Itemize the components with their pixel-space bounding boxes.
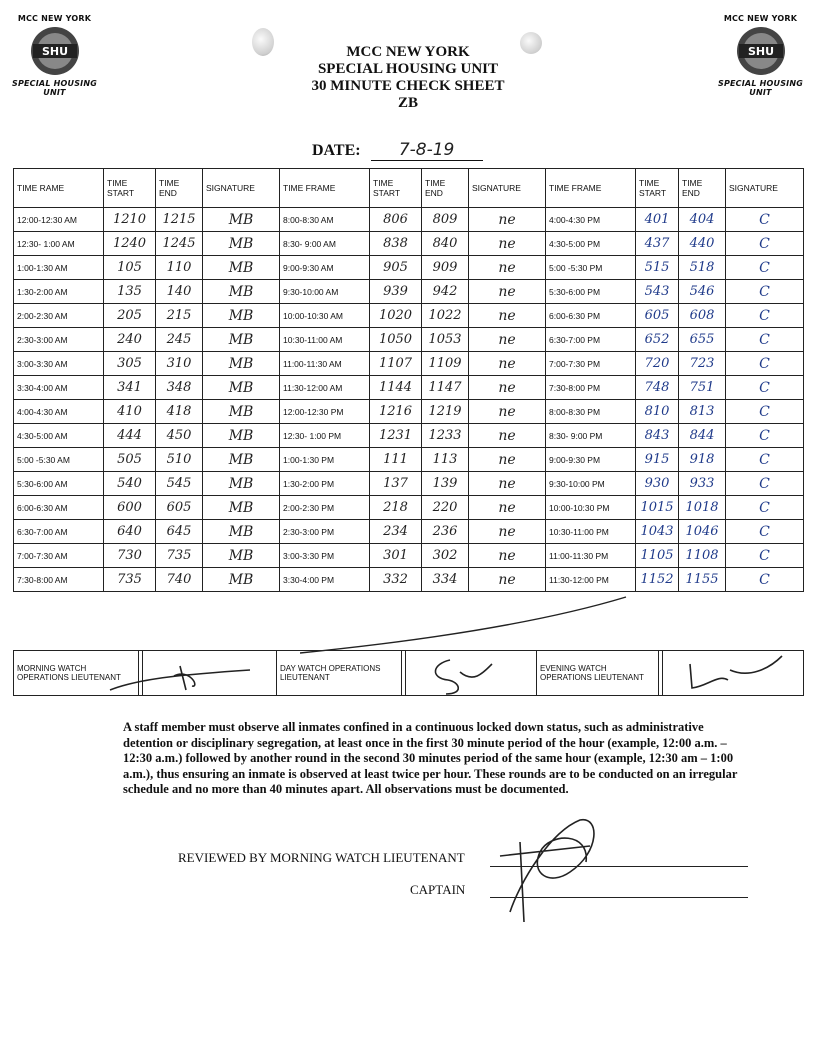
- table-row: [14, 568, 804, 592]
- time-frame-cell: 4:30-5:00 AM: [14, 424, 104, 448]
- signature-cell: MB: [203, 376, 280, 400]
- day-watch-label: DAY WATCH OPERATIONS LIEUTENANT: [277, 651, 402, 696]
- time-end-cell: 245: [156, 328, 203, 352]
- signature-cell: C: [726, 448, 804, 472]
- time-end-cell: 813: [679, 400, 726, 424]
- time-frame-cell: 2:00-2:30 PM: [280, 496, 370, 520]
- time-frame-cell: 11:00-11:30 AM: [280, 352, 370, 376]
- col-header: TIME START: [370, 169, 422, 208]
- time-start-cell: 930: [636, 472, 679, 496]
- time-end-cell: 113: [422, 448, 469, 472]
- time-end-cell: 440: [679, 232, 726, 256]
- table-row: [14, 376, 804, 400]
- col-header: SIGNATURE: [203, 169, 280, 208]
- time-frame-cell: 8:30- 9:00 PM: [546, 424, 636, 448]
- time-start-cell: 218: [370, 496, 422, 520]
- signature-cell: MB: [203, 256, 280, 280]
- time-start-cell: 205: [104, 304, 156, 328]
- time-start-cell: 939: [370, 280, 422, 304]
- time-end-cell: 1155: [679, 568, 726, 592]
- table-row: [14, 232, 804, 256]
- time-end-cell: 723: [679, 352, 726, 376]
- time-start-cell: 1020: [370, 304, 422, 328]
- signature-cell: MB: [203, 544, 280, 568]
- time-end-cell: 546: [679, 280, 726, 304]
- morning-watch-label: MORNING WATCH OPERATIONS LIEUTENANT: [14, 651, 139, 696]
- table-row: [14, 544, 804, 568]
- time-frame-cell: 1:30-2:00 PM: [280, 472, 370, 496]
- time-end-cell: 236: [422, 520, 469, 544]
- time-start-cell: 401: [636, 208, 679, 232]
- date-label: DATE:: [312, 142, 361, 159]
- signature-cell: C: [726, 400, 804, 424]
- time-frame-cell: 1:30-2:00 AM: [14, 280, 104, 304]
- signature-cell: ne: [469, 520, 546, 544]
- time-start-cell: 838: [370, 232, 422, 256]
- morning-watch-signature: [143, 651, 277, 696]
- signature-cell: MB: [203, 400, 280, 424]
- watch-row: [14, 651, 804, 696]
- signature-cell: MB: [203, 496, 280, 520]
- time-start-cell: 748: [636, 376, 679, 400]
- date-row: [312, 140, 483, 161]
- table-row: [14, 448, 804, 472]
- time-start-cell: 915: [636, 448, 679, 472]
- signature-cell: MB: [203, 280, 280, 304]
- signature-cell: MB: [203, 232, 280, 256]
- time-frame-cell: 9:30-10:00 AM: [280, 280, 370, 304]
- time-start-cell: 137: [370, 472, 422, 496]
- time-end-cell: 545: [156, 472, 203, 496]
- time-start-cell: 730: [104, 544, 156, 568]
- time-start-cell: 341: [104, 376, 156, 400]
- time-start-cell: 444: [104, 424, 156, 448]
- time-end-cell: 215: [156, 304, 203, 328]
- captain-label: CAPTAIN: [410, 882, 466, 897]
- time-start-cell: 810: [636, 400, 679, 424]
- time-end-cell: 1022: [422, 304, 469, 328]
- time-frame-cell: 3:30-4:00 PM: [280, 568, 370, 592]
- time-start-cell: 505: [104, 448, 156, 472]
- signature-cell: ne: [469, 400, 546, 424]
- time-start-cell: 410: [104, 400, 156, 424]
- signature-cell: ne: [469, 544, 546, 568]
- table-row: [14, 520, 804, 544]
- signature-cell: ne: [469, 208, 546, 232]
- col-header: TIME END: [156, 169, 203, 208]
- time-frame-cell: 4:00-4:30 AM: [14, 400, 104, 424]
- svg-text:SHU: SHU: [41, 45, 68, 58]
- time-frame-cell: 5:30-6:00 AM: [14, 472, 104, 496]
- time-start-cell: 652: [636, 328, 679, 352]
- table-row: [14, 328, 804, 352]
- time-frame-cell: 2:30-3:00 PM: [280, 520, 370, 544]
- time-end-cell: 1108: [679, 544, 726, 568]
- time-start-cell: 301: [370, 544, 422, 568]
- signature-cell: C: [726, 544, 804, 568]
- time-start-cell: 720: [636, 352, 679, 376]
- strike-line-mark: [300, 595, 630, 655]
- time-start-cell: 234: [370, 520, 422, 544]
- signature-cell: C: [726, 496, 804, 520]
- time-end-cell: 645: [156, 520, 203, 544]
- table-body: [14, 208, 804, 592]
- svg-text:SHU: SHU: [747, 45, 774, 58]
- signature-cell: C: [726, 520, 804, 544]
- time-frame-cell: 4:30-5:00 PM: [546, 232, 636, 256]
- time-frame-cell: 9:30-10:00 PM: [546, 472, 636, 496]
- time-start-cell: 1240: [104, 232, 156, 256]
- seal-top-text: MCC NEW YORK: [17, 14, 92, 23]
- signature-cell: C: [726, 376, 804, 400]
- time-frame-cell: 11:30-12:00 PM: [546, 568, 636, 592]
- time-end-cell: 605: [156, 496, 203, 520]
- seal-top-text: MCC NEW YORK: [723, 14, 798, 23]
- col-header: TIME FRAME: [546, 169, 636, 208]
- time-end-cell: 1053: [422, 328, 469, 352]
- col-header: TIME RAME: [14, 169, 104, 208]
- time-frame-cell: 9:00-9:30 AM: [280, 256, 370, 280]
- time-start-cell: 605: [636, 304, 679, 328]
- signature-cell: ne: [469, 352, 546, 376]
- time-end-cell: 740: [156, 568, 203, 592]
- time-frame-cell: 3:00-3:30 AM: [14, 352, 104, 376]
- time-end-cell: 139: [422, 472, 469, 496]
- time-frame-cell: 7:00-7:30 PM: [546, 352, 636, 376]
- signature-cell: MB: [203, 208, 280, 232]
- time-end-cell: 518: [679, 256, 726, 280]
- captain-signature-line: [490, 897, 748, 898]
- time-start-cell: 332: [370, 568, 422, 592]
- signature-cell: ne: [469, 280, 546, 304]
- time-start-cell: 135: [104, 280, 156, 304]
- time-frame-cell: 8:00-8:30 AM: [280, 208, 370, 232]
- header-line-2: SPECIAL HOUSING UNIT: [317, 61, 499, 77]
- signature-cell: C: [726, 328, 804, 352]
- table-row: [14, 280, 804, 304]
- table-header-row: [14, 169, 804, 208]
- time-end-cell: 334: [422, 568, 469, 592]
- time-end-cell: 1233: [422, 424, 469, 448]
- evening-watch-signature: [663, 651, 804, 696]
- time-frame-cell: 6:30-7:00 PM: [546, 328, 636, 352]
- time-end-cell: 608: [679, 304, 726, 328]
- time-end-cell: 942: [422, 280, 469, 304]
- signature-cell: ne: [469, 448, 546, 472]
- signature-cell: C: [726, 424, 804, 448]
- time-frame-cell: 5:30-6:00 PM: [546, 280, 636, 304]
- signature-cell: ne: [469, 256, 546, 280]
- time-end-cell: 1245: [156, 232, 203, 256]
- time-start-cell: 540: [104, 472, 156, 496]
- signature-cell: MB: [203, 448, 280, 472]
- time-start-cell: 1107: [370, 352, 422, 376]
- time-frame-cell: 6:00-6:30 PM: [546, 304, 636, 328]
- signature-cell: MB: [203, 520, 280, 544]
- signature-cell: MB: [203, 472, 280, 496]
- time-start-cell: 735: [104, 568, 156, 592]
- time-frame-cell: 12:30- 1:00 PM: [280, 424, 370, 448]
- time-start-cell: 437: [636, 232, 679, 256]
- evening-watch-label: EVENING WATCH OPERATIONS LIEUTENANT: [537, 651, 659, 696]
- time-frame-cell: 5:00 -5:30 AM: [14, 448, 104, 472]
- col-header: TIME END: [422, 169, 469, 208]
- time-start-cell: 806: [370, 208, 422, 232]
- signature-cell: C: [726, 568, 804, 592]
- watch-lieutenant-table: [13, 650, 804, 696]
- header-line-3: 30 MINUTE CHECK SHEET: [311, 78, 505, 94]
- time-start-cell: 1210: [104, 208, 156, 232]
- time-start-cell: 1231: [370, 424, 422, 448]
- time-frame-cell: 12:30- 1:00 AM: [14, 232, 104, 256]
- time-end-cell: 348: [156, 376, 203, 400]
- signature-cell: ne: [469, 376, 546, 400]
- signature-cell: MB: [203, 424, 280, 448]
- time-frame-cell: 10:30-11:00 AM: [280, 328, 370, 352]
- col-header: TIME END: [679, 169, 726, 208]
- time-start-cell: 843: [636, 424, 679, 448]
- reviewer-signature-mark: [490, 812, 610, 932]
- document-header: [0, 44, 816, 112]
- seal-bottom-text: SPECIAL HOUSING UNIT: [717, 79, 803, 97]
- time-end-cell: 1046: [679, 520, 726, 544]
- time-end-cell: 1109: [422, 352, 469, 376]
- signature-cell: ne: [469, 232, 546, 256]
- time-end-cell: 1219: [422, 400, 469, 424]
- time-frame-cell: 10:00-10:30 PM: [546, 496, 636, 520]
- time-frame-cell: 1:00-1:30 PM: [280, 448, 370, 472]
- time-start-cell: 111: [370, 448, 422, 472]
- time-start-cell: 1152: [636, 568, 679, 592]
- col-header: SIGNATURE: [469, 169, 546, 208]
- time-end-cell: 909: [422, 256, 469, 280]
- check-log-table: [13, 168, 804, 592]
- time-start-cell: 105: [104, 256, 156, 280]
- time-end-cell: 751: [679, 376, 726, 400]
- header-line-1: MCC NEW YORK: [346, 44, 470, 60]
- time-frame-cell: 8:30- 9:00 AM: [280, 232, 370, 256]
- time-frame-cell: 11:00-11:30 PM: [546, 544, 636, 568]
- time-end-cell: 933: [679, 472, 726, 496]
- time-end-cell: 404: [679, 208, 726, 232]
- signature-cell: C: [726, 472, 804, 496]
- time-frame-cell: 3:00-3:30 PM: [280, 544, 370, 568]
- date-value: 7-8-19: [371, 140, 483, 161]
- signature-cell: C: [726, 232, 804, 256]
- col-header: TIME START: [104, 169, 156, 208]
- time-frame-cell: 12:00-12:30 AM: [14, 208, 104, 232]
- col-header: TIME FRAME: [280, 169, 370, 208]
- time-frame-cell: 10:00-10:30 AM: [280, 304, 370, 328]
- signature-cell: C: [726, 280, 804, 304]
- table-row: [14, 208, 804, 232]
- signature-cell: MB: [203, 568, 280, 592]
- time-start-cell: 1043: [636, 520, 679, 544]
- time-frame-cell: 5:00 -5:30 PM: [546, 256, 636, 280]
- time-end-cell: 140: [156, 280, 203, 304]
- time-end-cell: 655: [679, 328, 726, 352]
- signature-cell: ne: [469, 472, 546, 496]
- time-frame-cell: 4:00-4:30 PM: [546, 208, 636, 232]
- time-end-cell: 840: [422, 232, 469, 256]
- reviewed-by-lieutenant-label: REVIEWED BY MORNING WATCH LIEUTENANT: [178, 850, 465, 865]
- time-start-cell: 600: [104, 496, 156, 520]
- time-frame-cell: 2:30-3:00 AM: [14, 328, 104, 352]
- signature-cell: ne: [469, 304, 546, 328]
- table-row: [14, 304, 804, 328]
- time-frame-cell: 7:00-7:30 AM: [14, 544, 104, 568]
- time-start-cell: 1216: [370, 400, 422, 424]
- time-frame-cell: 7:30-8:00 AM: [14, 568, 104, 592]
- signature-cell: MB: [203, 304, 280, 328]
- time-frame-cell: 8:00-8:30 PM: [546, 400, 636, 424]
- table-row: [14, 352, 804, 376]
- lieutenant-signature-line: [490, 866, 748, 867]
- time-end-cell: 110: [156, 256, 203, 280]
- signature-cell: ne: [469, 496, 546, 520]
- time-start-cell: 515: [636, 256, 679, 280]
- time-start-cell: 905: [370, 256, 422, 280]
- table-row: [14, 256, 804, 280]
- signature-cell: MB: [203, 352, 280, 376]
- signature-cell: C: [726, 352, 804, 376]
- header-line-4: ZB: [397, 95, 418, 111]
- time-start-cell: 543: [636, 280, 679, 304]
- time-end-cell: 450: [156, 424, 203, 448]
- col-header: TIME START: [636, 169, 679, 208]
- signature-cell: ne: [469, 424, 546, 448]
- time-end-cell: 302: [422, 544, 469, 568]
- time-end-cell: 809: [422, 208, 469, 232]
- table-row: [14, 400, 804, 424]
- time-start-cell: 1015: [636, 496, 679, 520]
- time-start-cell: 240: [104, 328, 156, 352]
- time-frame-cell: 3:30-4:00 AM: [14, 376, 104, 400]
- time-start-cell: 1144: [370, 376, 422, 400]
- time-frame-cell: 2:00-2:30 AM: [14, 304, 104, 328]
- instructions-paragraph: A staff member must observe all inmates confined in a continuous locked down status, such as administrative detention or disciplinary segregation, at least once in the first 30 minute period of the hour (example, 12:00 a.m. – 12:30 a.m.) followed by another round in the second 30 minutes period of the same hour (example, 12:30 am – 1:00 a.m.), thus ensuring an inmate is observed at least twice per hour. These rounds are to be conducted on an irregular schedule and no more than 40 minutes apart. All observations must be documented.: [123, 720, 738, 796]
- time-frame-cell: 7:30-8:00 PM: [546, 376, 636, 400]
- time-end-cell: 1018: [679, 496, 726, 520]
- time-start-cell: 640: [104, 520, 156, 544]
- signature-cell: C: [726, 304, 804, 328]
- time-start-cell: 305: [104, 352, 156, 376]
- time-frame-cell: 6:30-7:00 AM: [14, 520, 104, 544]
- time-end-cell: 310: [156, 352, 203, 376]
- time-start-cell: 1105: [636, 544, 679, 568]
- signature-cell: C: [726, 256, 804, 280]
- time-end-cell: 418: [156, 400, 203, 424]
- signature-cell: ne: [469, 568, 546, 592]
- time-end-cell: 1215: [156, 208, 203, 232]
- time-end-cell: 918: [679, 448, 726, 472]
- signature-cell: MB: [203, 328, 280, 352]
- time-end-cell: 510: [156, 448, 203, 472]
- table-row: [14, 424, 804, 448]
- time-end-cell: 220: [422, 496, 469, 520]
- time-frame-cell: 9:00-9:30 PM: [546, 448, 636, 472]
- table-row: [14, 472, 804, 496]
- time-frame-cell: 11:30-12:00 AM: [280, 376, 370, 400]
- time-end-cell: 844: [679, 424, 726, 448]
- time-end-cell: 735: [156, 544, 203, 568]
- time-start-cell: 1050: [370, 328, 422, 352]
- time-frame-cell: 12:00-12:30 PM: [280, 400, 370, 424]
- signature-cell: ne: [469, 328, 546, 352]
- day-watch-signature: [406, 651, 537, 696]
- time-frame-cell: 6:00-6:30 AM: [14, 496, 104, 520]
- seal-bottom-text: SPECIAL HOUSING UNIT: [11, 79, 97, 97]
- col-header: SIGNATURE: [726, 169, 804, 208]
- signature-cell: C: [726, 208, 804, 232]
- table-row: [14, 496, 804, 520]
- time-end-cell: 1147: [422, 376, 469, 400]
- time-frame-cell: 10:30-11:00 PM: [546, 520, 636, 544]
- time-frame-cell: 1:00-1:30 AM: [14, 256, 104, 280]
